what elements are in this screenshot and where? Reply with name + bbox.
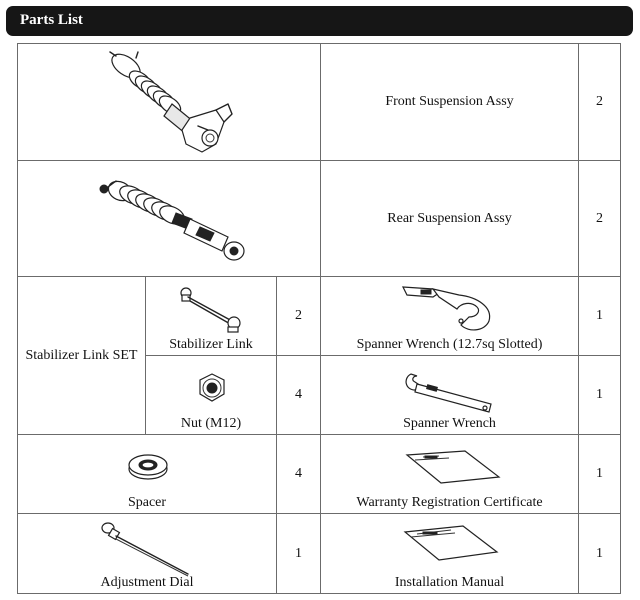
nut-qty: 4	[295, 387, 302, 402]
warranty-cell	[320, 434, 579, 514]
adjustment-dial-qty: 1	[295, 545, 302, 561]
spanner-label: Spanner Wrench	[403, 416, 496, 431]
manual-qty-cell	[578, 513, 621, 594]
front-suspension-image-cell	[17, 43, 321, 161]
spanner-wrench-slotted-icon	[399, 281, 499, 335]
spanner-slotted-label: Spanner Wrench (12.7sq Slotted)	[356, 337, 543, 352]
spanner-slotted-qty: 1	[596, 308, 603, 323]
rear-suspension-label: Rear Suspension Assy	[387, 210, 512, 226]
stabilizer-set-cell	[17, 276, 146, 435]
parts-table	[17, 43, 621, 594]
parts-list-header	[6, 6, 633, 36]
warranty-label: Warranty Registration Certificate	[356, 495, 543, 510]
spanner-wrench-icon	[401, 370, 497, 416]
rear-suspension-image-cell	[17, 160, 321, 277]
spanner-qty: 1	[596, 387, 603, 402]
spacer-cell	[17, 434, 277, 514]
spacer-icon	[126, 451, 170, 481]
spanner-cell	[320, 355, 579, 435]
adjustment-dial-label: Adjustment Dial	[100, 575, 194, 590]
rear-suspension-qty: 2	[596, 210, 603, 226]
stabilizer-link-qty: 2	[295, 308, 302, 323]
spacer-qty: 4	[295, 466, 302, 481]
front-suspension-name-cell	[320, 43, 579, 161]
warranty-qty: 1	[596, 466, 603, 481]
rear-suspension-qty-cell	[578, 160, 621, 277]
rear-suspension-icon	[88, 167, 258, 267]
spacer-label: Spacer	[127, 495, 167, 510]
rear-suspension-name-cell	[320, 160, 579, 277]
front-suspension-qty-cell	[578, 43, 621, 161]
spacer-qty-cell	[276, 434, 321, 514]
warranty-qty-cell	[578, 434, 621, 514]
stabilizer-link-qty-cell	[276, 276, 321, 356]
adjustment-dial-icon	[98, 518, 198, 578]
adjustment-dial-cell	[17, 513, 277, 594]
spanner-qty-cell	[578, 355, 621, 435]
front-suspension-label: Front Suspension Assy	[385, 94, 514, 109]
spanner-slotted-cell	[320, 276, 579, 356]
nut-icon	[196, 372, 228, 404]
manual-label: Installation Manual	[394, 575, 505, 590]
stabilizer-link-icon	[176, 283, 246, 333]
nut-qty-cell	[276, 355, 321, 435]
adjustment-dial-qty-cell	[276, 513, 321, 594]
front-suspension-icon	[98, 48, 238, 158]
manual-icon	[403, 524, 499, 566]
stabilizer-set-label: Stabilizer Link SET	[25, 347, 138, 363]
spanner-slotted-qty-cell	[578, 276, 621, 356]
document-icon	[405, 449, 501, 489]
front-suspension-qty: 2	[596, 94, 603, 109]
stabilizer-link-label: Stabilizer Link	[169, 337, 253, 352]
stabilizer-link-cell	[145, 276, 277, 356]
manual-qty: 1	[596, 545, 603, 561]
manual-cell	[320, 513, 579, 594]
nut-cell	[145, 355, 277, 435]
nut-label: Nut (M12)	[180, 416, 242, 431]
page-title: Parts List	[20, 12, 83, 28]
